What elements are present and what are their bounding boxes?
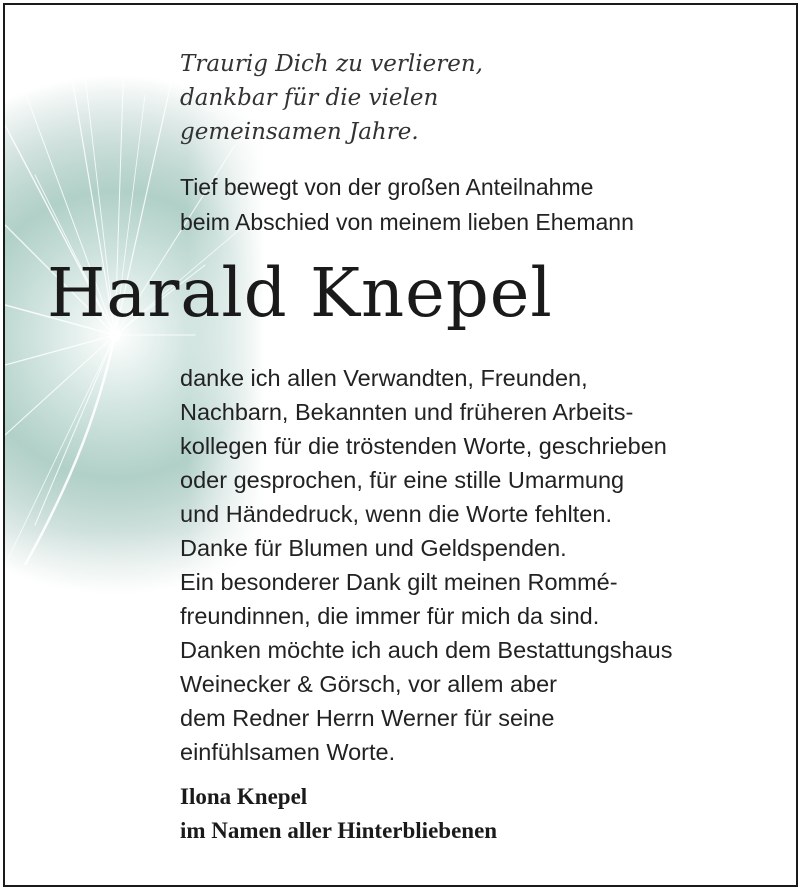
message-line: Ein besonderer Dank gilt meinen Rommé- [180,569,618,595]
quote-line: dankbar für die vielen [180,85,439,111]
thank-you-message [180,361,673,769]
deceased-name: Harald Knepel [47,254,553,332]
message-line: Nachbarn, Bekannten und früheren Arbeits- [180,399,634,425]
message-line: Danke für Blumen und Geldspenden. [180,535,567,561]
signature-name: Ilona Knepel [180,784,308,809]
quote-line: gemeinsamen Jahre. [180,119,419,145]
message-line: oder gesprochen, für eine stille Umarmung [180,467,625,493]
signature [180,780,497,848]
notice-frame [3,3,798,887]
quote-line: Traurig Dich zu verlieren, [180,51,483,77]
opening-quote [180,47,483,149]
signature-subtitle: im Namen aller Hinterbliebenen [180,818,498,843]
message-line: danke ich allen Verwandten, Freunden, [180,365,588,391]
message-line: freundinnen, die immer für mich da sind. [180,603,600,629]
message-line: Danken möchte ich auch dem Bestattungshaus [180,637,673,663]
intro-line: Tief bewegt von der großen Anteilnahme [180,174,594,200]
intro-text [180,170,634,240]
message-line: Weinecker & Görsch, vor allem aber [180,671,558,697]
message-line: einfühlsamen Worte. [180,739,396,765]
intro-line: beim Abschied von meinem lieben Ehemann [180,209,634,235]
message-line: und Händedruck, wenn die Worte fehlten. [180,501,612,527]
message-line: dem Redner Herrn Werner für seine [180,705,555,731]
message-line: kollegen für die tröstenden Worte, geschrieben [180,433,667,459]
